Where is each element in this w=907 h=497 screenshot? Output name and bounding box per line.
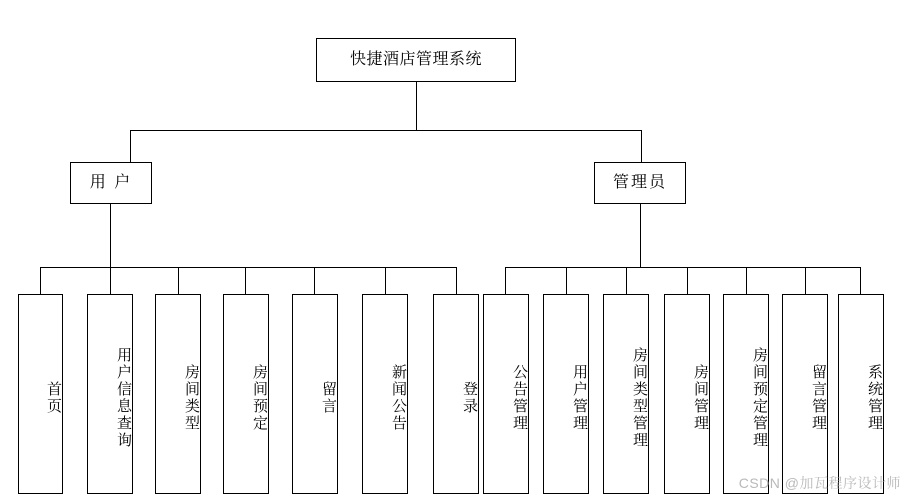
connector-leaf-drop-11 [687,267,688,294]
connector-leaf-drop-8 [505,267,506,294]
connector-admin-down [640,204,641,267]
connector-leaf-drop-14 [860,267,861,294]
connector-leaf-bus-user [40,267,456,268]
node-leaf-announcement-mgmt: 公告管理 [483,294,529,494]
connector-leaf-drop-13 [805,267,806,294]
node-root: 快捷酒店管理系统 [316,38,516,82]
connector-leaf-bus-admin [505,267,860,268]
connector-leaf-drop-10 [626,267,627,294]
connector-leaf-drop-2 [110,267,111,294]
connector-branch-left-drop [130,130,131,162]
connector-leaf-drop-1 [40,267,41,294]
node-leaf-room-type-mgmt: 房间类型管理 [603,294,649,494]
node-leaf-room-type: 房间类型 [155,294,201,494]
connector-leaf-drop-3 [178,267,179,294]
connector-branch-bus [130,130,641,131]
connector-leaf-drop-9 [566,267,567,294]
connector-user-down [110,204,111,267]
connector-leaf-drop-5 [314,267,315,294]
connector-branch-right-drop [641,130,642,162]
watermark-text: CSDN @加瓦程序设计师 [738,475,901,491]
node-leaf-user-mgmt: 用户管理 [543,294,589,494]
node-leaf-room-booking-mgmt: 房间预定管理 [723,294,769,494]
node-leaf-room-mgmt: 房间管理 [664,294,710,494]
node-leaf-room-booking: 房间预定 [223,294,269,494]
node-leaf-message: 留言 [292,294,338,494]
connector-leaf-drop-12 [746,267,747,294]
node-branch-admin: 管理员 [594,162,686,204]
connector-leaf-drop-7 [456,267,457,294]
node-leaf-news-announcement: 新闻公告 [362,294,408,494]
node-leaf-home: 首页 [18,294,63,494]
connector-leaf-drop-6 [385,267,386,294]
node-leaf-message-mgmt: 留言管理 [782,294,828,494]
node-leaf-system-mgmt: 系统管理 [838,294,884,494]
node-branch-user: 用 户 [70,162,152,204]
connector-root-down [416,82,417,130]
node-leaf-user-info-query: 用户信息查询 [87,294,133,494]
node-leaf-login: 登录 [433,294,479,494]
connector-leaf-drop-4 [245,267,246,294]
